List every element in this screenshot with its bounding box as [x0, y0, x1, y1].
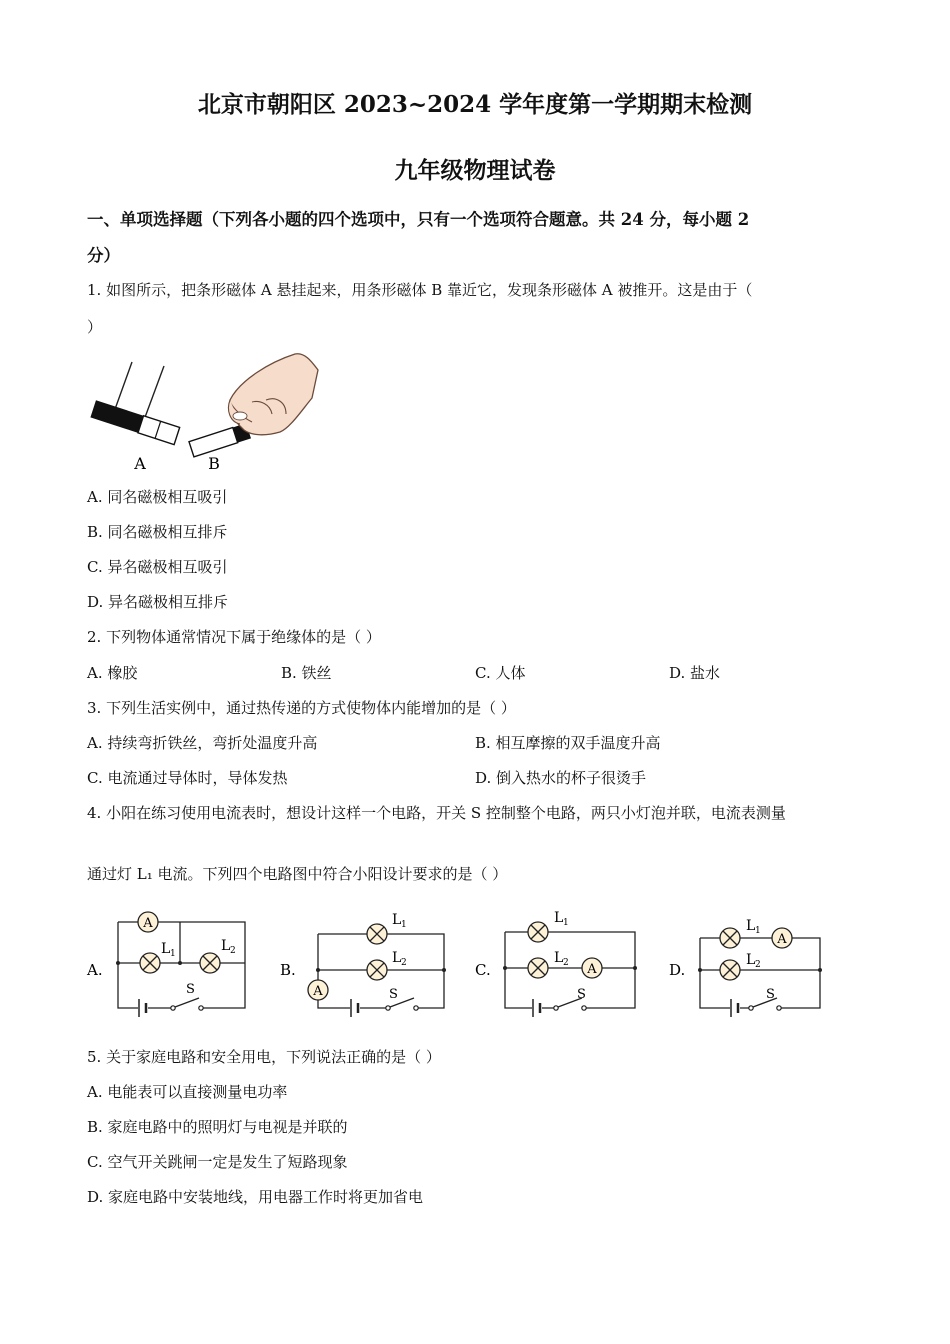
lamp1-d: L [746, 918, 756, 934]
section-heading-cont: 分） [87, 246, 120, 265]
exam-title: 北京市朝阳区 2023~2024 学年度第一学期期末检测 [197, 91, 753, 118]
svg-text:1: 1 [401, 920, 407, 930]
q4-stem: 4. 小阳在练习使用电流表时，想设计这样一个电路，开关 S 控制整个电路，两只小灯泡并联，电流表测量 [87, 804, 786, 822]
exam-subtitle: 九年级物理试卷 [394, 157, 556, 184]
ammeter-c: A [587, 962, 597, 977]
q2-stem: 2. 下列物体通常情况下属于绝缘体的是（ ） [87, 628, 381, 646]
circuit-b [280, 912, 446, 1017]
lamp1-a: L [161, 941, 171, 957]
ammeter-a: A [143, 916, 153, 931]
circuit-a-label: A. [87, 961, 103, 979]
q5-option-b[interactable]: B. 家庭电路中的照明灯与电视是并联的 [87, 1118, 348, 1136]
section-heading: 一、单项选择题（下列各小题的四个选项中，只有一个选项符合题意。共 24 分，每小题 2 [87, 210, 750, 229]
q5-option-c[interactable]: C. 空气开关跳闸一定是发生了短路现象 [87, 1153, 348, 1171]
q2-option-b[interactable]: B. 铁丝 [281, 664, 332, 682]
svg-text:2: 2 [230, 946, 236, 956]
svg-text:1: 1 [170, 949, 176, 959]
q1-stem: 1. 如图所示，把条形磁体 A 悬挂起来，用条形磁体 B 靠近它，发现条形磁体 A 被推开。这是由于（ [87, 281, 753, 299]
q2-option-a[interactable]: A. 橡胶 [87, 664, 138, 682]
label-a: A [134, 454, 146, 473]
circuit-a [86, 912, 245, 1017]
switch-d: S [766, 987, 775, 1002]
label-b: B [208, 454, 220, 473]
svg-text:1: 1 [563, 918, 569, 928]
svg-text:1: 1 [755, 926, 761, 936]
magnet-a [90, 400, 179, 444]
circuit-c [475, 910, 637, 1017]
lamp2-a: L [221, 938, 231, 954]
circuit-options-figure [80, 900, 840, 1030]
q1-option-c[interactable]: C. 异名磁极相互吸引 [87, 558, 228, 576]
q1-option-b[interactable]: B. 同名磁极相互排斥 [87, 523, 228, 541]
switch-b: S [389, 987, 398, 1002]
q3-option-a[interactable]: A. 持续弯折铁丝，弯折处温度升高 [87, 734, 318, 752]
svg-text:2: 2 [755, 960, 761, 970]
q3-option-c[interactable]: C. 电流通过导体时，导体发热 [87, 769, 288, 787]
circuit-d [669, 918, 822, 1017]
q5-stem: 5. 关于家庭电路和安全用电，下列说法正确的是（ ） [87, 1048, 441, 1066]
lamp1-c: L [554, 910, 564, 926]
q5-option-d[interactable]: D. 家庭电路中安装地线，用电器工作时将更加省电 [87, 1188, 424, 1206]
lamp2-b: L [392, 950, 402, 966]
magnet-figure [80, 340, 330, 475]
q2-option-c[interactable]: C. 人体 [475, 664, 526, 682]
svg-text:2: 2 [563, 958, 569, 968]
q5-option-a[interactable]: A. 电能表可以直接测量电功率 [87, 1083, 288, 1101]
circuit-b-label: B. [280, 961, 296, 979]
svg-text:2: 2 [401, 958, 407, 968]
switch-c: S [577, 987, 586, 1002]
lamp2-c: L [554, 950, 564, 966]
q2-option-d[interactable]: D. 盐水 [669, 664, 721, 682]
q3-stem: 3. 下列生活实例中，通过热传递的方式使物体内能增加的是（ ） [87, 699, 516, 717]
q3-option-b[interactable]: B. 相互摩擦的双手温度升高 [475, 734, 661, 752]
q4-stem-cont: 通过灯 L₁ 电流。下列四个电路图中符合小阳设计要求的是（ ） [87, 865, 508, 883]
hand-illustration [230, 354, 318, 435]
q1-option-a[interactable]: A. 同名磁极相互吸引 [87, 488, 228, 506]
q1-stem-cont: ） [87, 318, 103, 336]
q1-option-d[interactable]: D. 异名磁极相互排斥 [87, 593, 229, 611]
ammeter-b: A [313, 984, 323, 999]
ammeter-d: A [777, 932, 787, 947]
lamp1-b: L [392, 912, 402, 928]
q3-option-d[interactable]: D. 倒入热水的杯子很烫手 [475, 769, 647, 787]
circuit-c-label: C. [475, 961, 491, 979]
circuit-d-label: D. [669, 961, 686, 979]
switch-a: S [186, 982, 195, 997]
lamp2-d: L [746, 952, 756, 968]
